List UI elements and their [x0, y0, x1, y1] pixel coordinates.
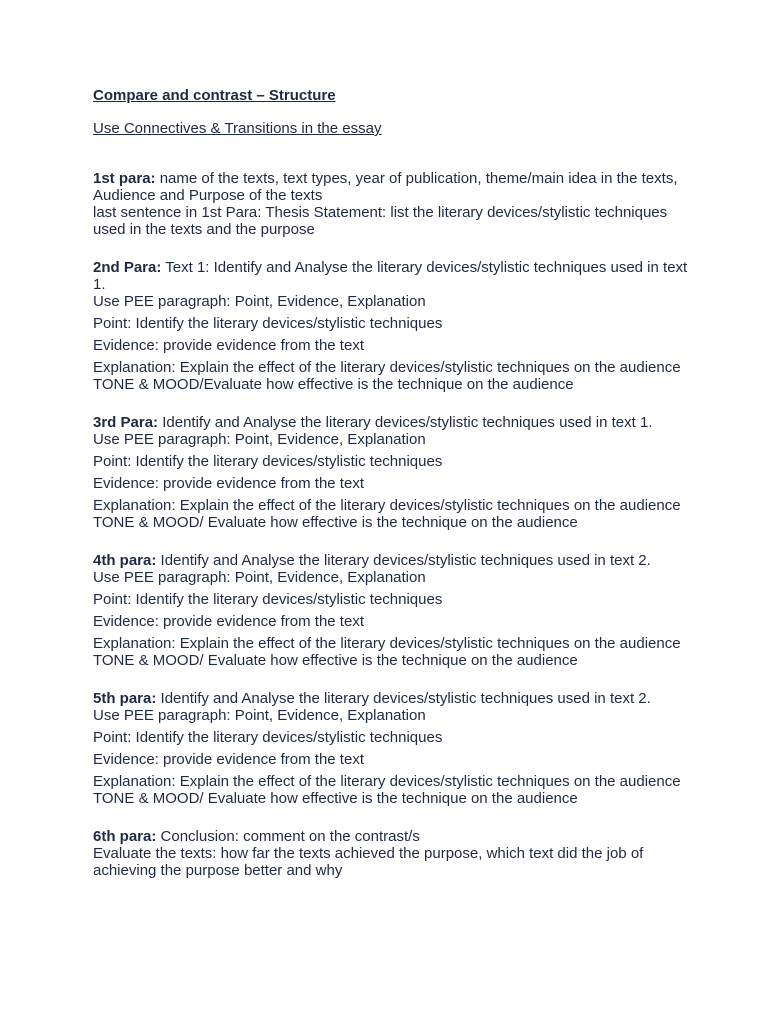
paragraph-1-first-line: name of the texts, text types, year of publication, theme/main idea in the texts, Audience and Purpose of the texts [93, 170, 678, 204]
paragraph-2-first-line: Text 1: Identify and Analyse the literary devices/stylistic techniques used in text 1. [93, 259, 688, 293]
paragraph-3-first-line: Identify and Analyse the literary devices/stylistic techniques used in text 1. [162, 414, 653, 431]
paragraph-5-first-line: Identify and Analyse the literary devices/stylistic techniques used in text 2. [160, 690, 651, 707]
paragraph-4-pee: Use PEE paragraph: Point, Evidence, Explanation [93, 569, 426, 586]
paragraph-2-pee: Use PEE paragraph: Point, Evidence, Explanation [93, 293, 426, 310]
paragraph-3-intro [93, 414, 693, 431]
paragraph-5-lead: 5th para: [93, 690, 157, 707]
paragraph-3-point: Point: Identify the literary devices/stylistic techniques [93, 453, 443, 470]
paragraph-3 [93, 414, 693, 531]
paragraph-5 [93, 690, 693, 807]
paragraph-3-evidence: Evidence: provide evidence from the text [93, 475, 364, 492]
paragraph-5-explanation: Explanation: Explain the effect of the literary devices/stylistic techniques on the audience TONE & MOOD/ Evaluate how effective is the technique on the audience [93, 773, 681, 807]
paragraph-4-evidence: Evidence: provide evidence from the text [93, 613, 364, 630]
paragraph-2-lead: 2nd Para: [93, 259, 162, 276]
paragraph-6-intro [93, 828, 693, 845]
paragraph-3-explanation: Explanation: Explain the effect of the literary devices/stylistic techniques on the audience TONE & MOOD/ Evaluate how effective is the technique on the audience [93, 497, 681, 531]
paragraph-6 [93, 828, 693, 879]
document-page [93, 87, 693, 879]
paragraph-5-point: Point: Identify the literary devices/stylistic techniques [93, 729, 443, 746]
paragraph-1-intro [93, 170, 693, 204]
paragraph-6-lead: 6th para: [93, 828, 157, 845]
paragraph-6-first-line: Conclusion: comment on the contrast/s [160, 828, 420, 845]
paragraph-3-lead: 3rd Para: [93, 414, 159, 431]
paragraph-4 [93, 552, 693, 669]
paragraph-5-pee: Use PEE paragraph: Point, Evidence, Explanation [93, 707, 426, 724]
paragraph-2-explanation: Explanation: Explain the effect of the literary devices/stylistic techniques on the audience TONE & MOOD/Evaluate how effective is the technique on the audience [93, 359, 681, 393]
paragraph-4-lead: 4th para: [93, 552, 157, 569]
paragraph-5-intro [93, 690, 693, 707]
paragraph-4-point: Point: Identify the literary devices/stylistic techniques [93, 591, 443, 608]
paragraph-6-evaluation: Evaluate the texts: how far the texts achieved the purpose, which text did the job of achieving the purpose better and why [93, 845, 644, 879]
paragraph-2-intro [93, 259, 693, 293]
paragraph-1-thesis: last sentence in 1st Para: Thesis Statement: list the literary devices/stylistic techniques used in the texts and the purpose [93, 204, 668, 238]
paragraph-4-first-line: Identify and Analyse the literary devices/stylistic techniques used in text 2. [160, 552, 651, 569]
document-subtitle: Use Connectives & Transitions in the essay [93, 120, 382, 137]
paragraph-4-explanation: Explanation: Explain the effect of the literary devices/stylistic techniques on the audience TONE & MOOD/ Evaluate how effective is the technique on the audience [93, 635, 681, 669]
paragraph-2-point: Point: Identify the literary devices/stylistic techniques [93, 315, 443, 332]
paragraph-4-intro [93, 552, 693, 569]
paragraph-2 [93, 259, 693, 393]
document-title: Compare and contrast – Structure [93, 87, 336, 104]
paragraph-3-pee: Use PEE paragraph: Point, Evidence, Explanation [93, 431, 426, 448]
paragraph-2-evidence: Evidence: provide evidence from the text [93, 337, 364, 354]
paragraph-1-lead: 1st para: [93, 170, 156, 187]
paragraph-1 [93, 170, 693, 238]
paragraph-5-evidence: Evidence: provide evidence from the text [93, 751, 364, 768]
